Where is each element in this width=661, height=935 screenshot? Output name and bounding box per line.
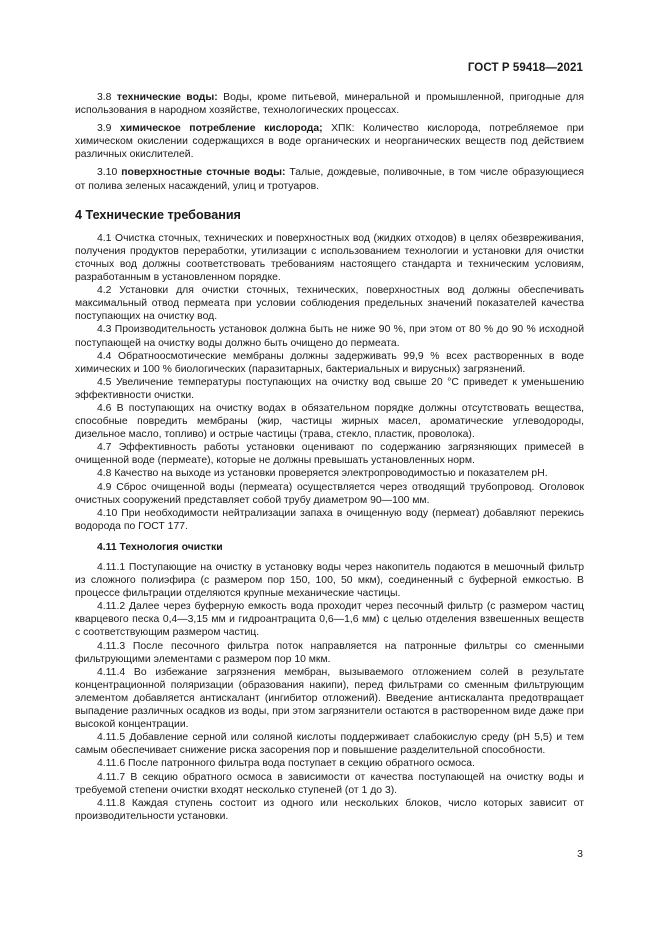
paragraph-4-4: 4.4 Обратноосмотические мембраны должны задерживать 99,9 % всех растворенных в воде химических и 100 % биологических (паразитарных, бактериальных и вирусных) загрязнений. [75, 350, 584, 375]
definition-text: Воды, кроме питьевой, минеральной и промышленной, пригодные для использования в народном хозяйстве, технологических процессах. [75, 92, 584, 117]
definition-3-8 [75, 91, 584, 117]
definition-3-9 [75, 122, 584, 161]
definition-number: 3.8 [97, 92, 112, 103]
document-id: ГОСТ Р 59418—2021 [467, 62, 583, 74]
paragraph-4-11-8: 4.11.8 Каждая ступень состоит из одного или нескольких блоков, число которых зависит от производительности установки. [75, 797, 584, 822]
paragraph-4-5: 4.5 Увеличение температуры поступающих на очистку вод свыше 20 °С приведет к уменьшению эффективности очистки. [75, 376, 584, 401]
definition-3-10 [75, 166, 584, 192]
section-heading: 4 Технические требования [75, 207, 241, 222]
paragraph-4-3: 4.3 Производительность установок должна быть не ниже 90 %, при этом от 80 % до 90 % исходной поступающей на очистку воды должно быть очищено до пермеата. [75, 324, 584, 349]
paragraph-4-11-7: 4.11.7 В секцию обратного осмоса в зависимости от качества поступающей на очистку воды и требуемой степени очистки входят несколько ступеней (от 1 до 3). [75, 771, 584, 796]
definition-term: технические воды: [116, 92, 218, 103]
paragraph-4-7: 4.7 Эффективность работы установки оценивают по содержанию загрязняющих примесей в очищенной воде (пермеате), которые не должны превышать установленных норм. [75, 442, 584, 467]
paragraph-4-2: 4.2 Установки для очистки сточных, технических, поверхностных вод должны обеспечивать максимальный отвод пермеата при условии соблюдения предельных значений показателей качества поступающих на очистку вод. [75, 285, 584, 323]
subsection-heading: 4.11 Технология очистки [97, 541, 223, 553]
paragraph-4-1: 4.1 Очистка сточных, технических и поверхностных вод (жидких отходов) в целях обезвреживания, получения продуктов переработки, утилизации с использованием технологии и установки для очистки сточных вод должны соответствовать требованиям настоящего стандарта и техническим условиям, разработанным в установленном порядке. [75, 232, 584, 284]
paragraph-4-9: 4.9 Сброс очищенной воды (пермеата) осуществляется через отводящий трубопровод. Оголовок очистных сооружений представляет собой трубу диаметром 90—100 мм. [75, 481, 584, 506]
definition-number: 3.9 [97, 123, 112, 135]
paragraph-4-11-5: 4.11.5 Добавление серной или соляной кислоты поддерживает слабокислую среду (рН 5,5) и тем самым обеспечивает снижение риска засорения пор и повышение разделительной способности. [75, 732, 584, 757]
paragraph-4-11-2: 4.11.2 Далее через буферную емкость вода проходит через песочный фильтр (с размером частиц кварцевого песка 0,4—3,15 мм и гидроантрацита 0,6—1,6 мм) с целью отделения взвешенных веществ с соответствующим размером частиц. [75, 601, 584, 639]
paragraph-4-11-6: 4.11.6 После патронного фильтра вода поступает в секцию обратного осмоса. [97, 758, 475, 770]
paragraph-4-10: 4.10 При необходимости нейтрализации запаха в очищенную воду (пермеат) добавляют перекись водорода по ГОСТ 177. [75, 507, 584, 532]
paragraph-4-11-3: 4.11.3 После песочного фильтра поток направляется на патронные фильтры со сменными фильтрующими элементами с размером пор 10 мкм. [75, 640, 584, 665]
paragraph-4-11-4: 4.11.4 Во избежание загрязнения мембран, вызываемого отложением солей в результате концентрационной поляризации (образования накипи), перед фильтрами со сменным фильтрующим элементом добавляется антискалант (ингибитор отложений). Введение антискаланта предотвращает выпадение различных осадков из воды, при этом загрязнители остаются в растворенном виде даже при высокой концентрации. [75, 666, 584, 731]
definition-text: Талые, дождевые, поливочные, в том числе образующиеся от полива зеленых насаждений, улиц и тротуаров. [75, 167, 584, 192]
page-number: 3 [577, 848, 583, 860]
definition-term: поверхностные сточные воды: [121, 167, 286, 179]
paragraph-4-6: 4.6 В поступающих на очистку водах в обязательном порядке должны отсутствовать вещества, способные повредить мембраны (жир, частицы жирных масел, ароматические углеводороды, дизельное масло, топливо) и острые частицы (трава, стекло, пластик, проволока). [75, 402, 584, 441]
paragraph-4-8: 4.8 Качество на выходе из установки проверяется электропроводимостью и показателем рН. [97, 468, 548, 480]
definition-text: ХПК: Количество кислорода, потребляемое при химическом окислении содержащихся в воде органических и неорганических веществ под действием различных окислителей. [75, 123, 584, 161]
paragraph-4-11-1: 4.11.1 Поступающие на очистку в установку воды через накопитель подаются в мешочный фильтр из сложного полиэфира (с размером пор 150, 100, 50 мкм), соединенный с буферной емкостью. В процессе фильтрации отделяются крупные механические частицы. [75, 562, 584, 600]
document-body [75, 91, 584, 823]
definition-number: 3.10 [97, 167, 118, 179]
definition-term: химическое потребление кислорода; [119, 123, 323, 135]
